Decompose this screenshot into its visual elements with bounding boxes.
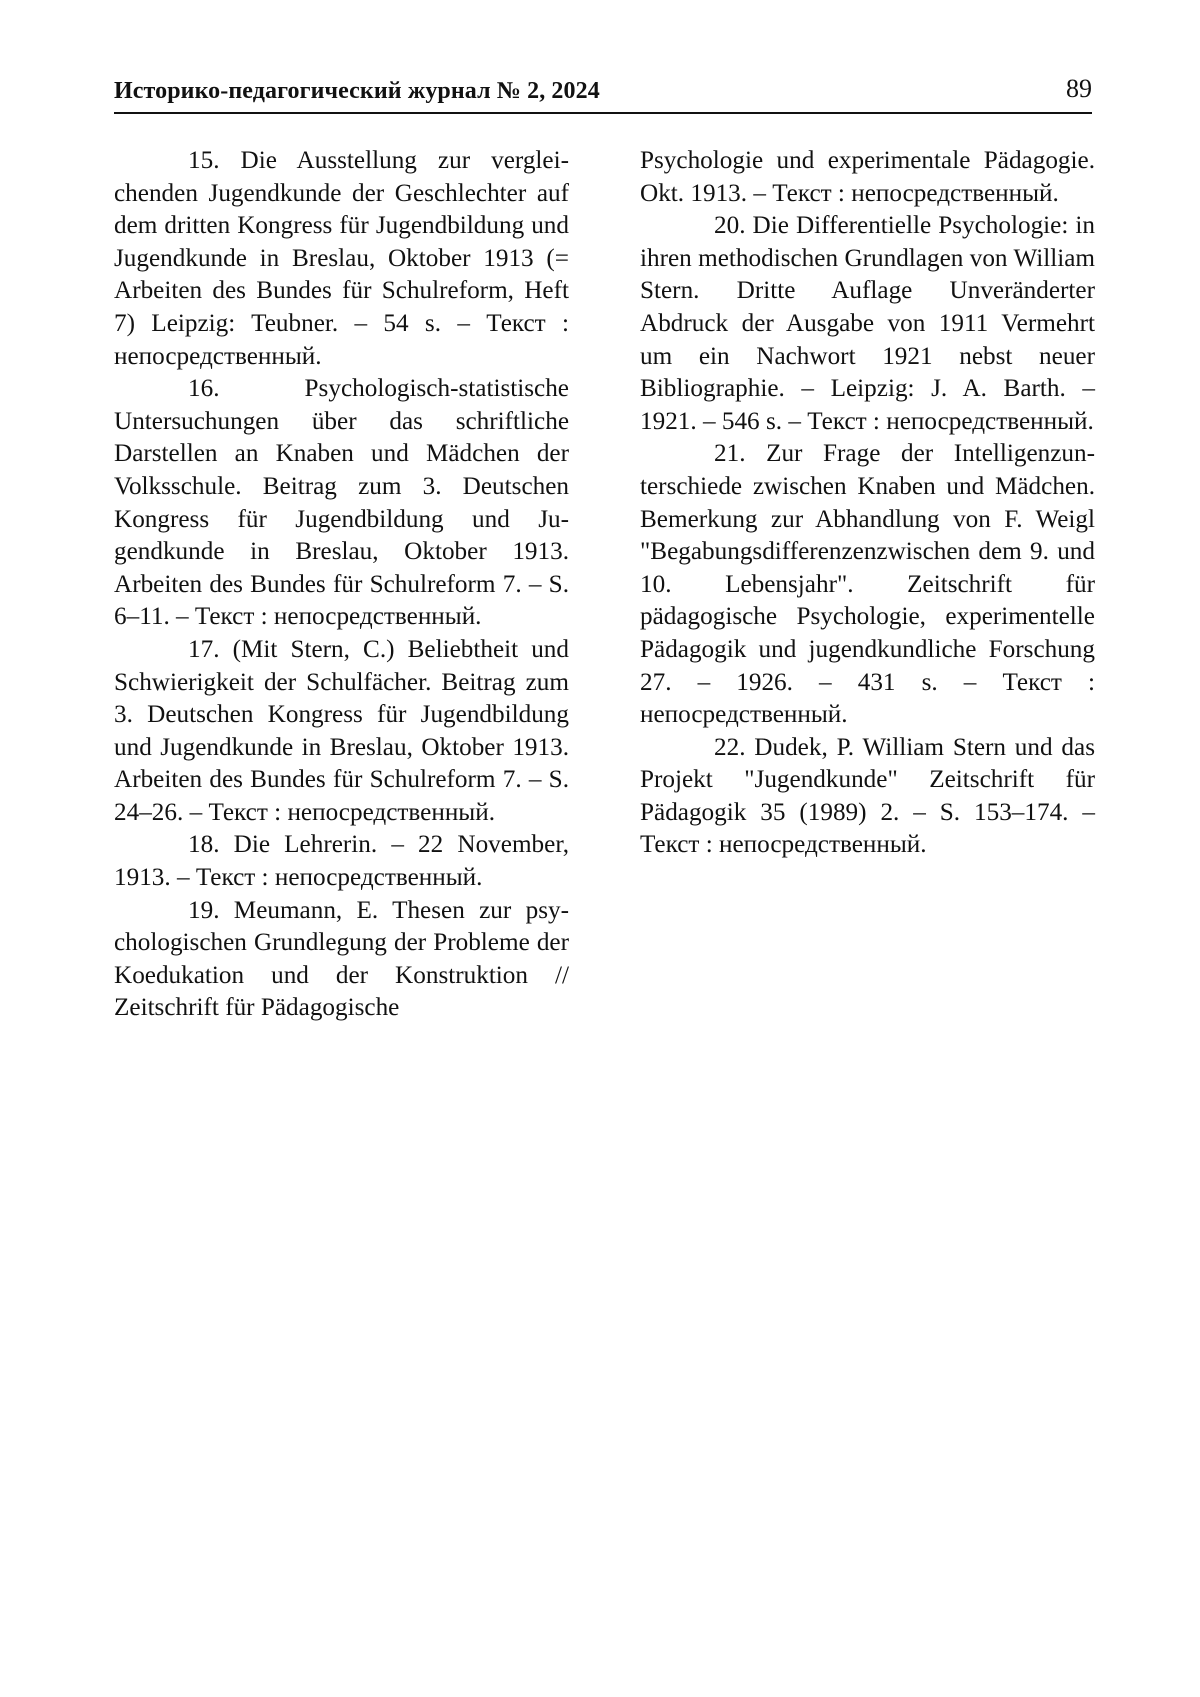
running-header: [114, 72, 1092, 114]
reference-item-18: 18. Die Lehrerin. – 22 November, 1913. – Текст : непосредственный.: [114, 831, 569, 892]
journal-title: Историко-педагогический журнал № 2, 2024: [114, 78, 600, 104]
reference-item-19: 19. Meumann, E. Thesen zur psychologischen Grundlegung der Probleme der Koedukation und der Konstruktion // Zeitschrift für Pädagogische: [114, 896, 569, 1022]
page-number: 89: [1066, 74, 1092, 103]
reference-item-16: 16. Psychologisch-statistische Untersuchungen über das schriftliche Darstellen an Knaben und Mädchen der Volksschule. Beitrag zum 3. Deutschen Kongress für Jugendbildung und Jugendkunde in Breslau, Oktober 1913. Arbeiten des Bundes für Schulreform 7. – S. 6–11. – Текст : непосредственный.: [114, 375, 569, 631]
reference-item-21: 21. Zur Frage der Intelligenzunterschiede zwischen Knaben und Mädchen. Bemerkung zur Abhandlung von F. Weigl "Begabungsdifferenzenzwischen dem 9. und 10. Lebensjahr". Zeitschrift für pädagogische Psychologie, experimentelle Pädagogik und jugendkundliche Forschung 27. – 1926. – 431 s. – Текст : непосредственный.: [640, 440, 1095, 729]
reference-item-17: 17. (Mit Stern, C.) Beliebtheit und Schwierigkeit der Schulfächer. Beitrag zum 3. Deutschen Kongress für Jugendbildung und Jugendkunde in Breslau, Oktober 1913. Arbeiten des Bundes für Schulreform 7. – S. 24–26. – Текст : непосредственный.: [114, 635, 569, 826]
reference-item-20: 20. Die Differentielle Psychologie: in ihren methodischen Grundlagen von William Stern. Dritte Auflage Unveränderter Abdruck der Ausgabe von 1911 Vermehrt um ein Nachwort 1921 nebst neuer Bibliographie. – Leipzig: J. A. Barth. – 1921. – 546 s. – Текст : непосредственный.: [640, 212, 1095, 435]
reference-column-left: [114, 145, 569, 1025]
reference-column-right: [640, 145, 1095, 862]
reference-item-19-continuation: Psychologie und experimentale Pädagogie. Okt. 1913. – Текст : непосредственный.: [640, 147, 1095, 207]
reference-item-15: 15. Die Ausstellung zur vergleichenden Jugendkunde der Geschlechter auf dem dritten Kongress für Jugendbildung und Jugendkunde in Breslau, Oktober 1913 (= Arbeiten des Bundes für Schulreform, Heft 7) Leipzig: Teubner. – 54 s. – Текст : непосредственный.: [114, 147, 569, 370]
reference-item-22: 22. Dudek, P. William Stern und das Projekt "Jugendkunde" Zeitschrift für Pädagogik 35 (1989) 2. – S. 153–174. – Текст : непосредственный.: [640, 733, 1095, 859]
